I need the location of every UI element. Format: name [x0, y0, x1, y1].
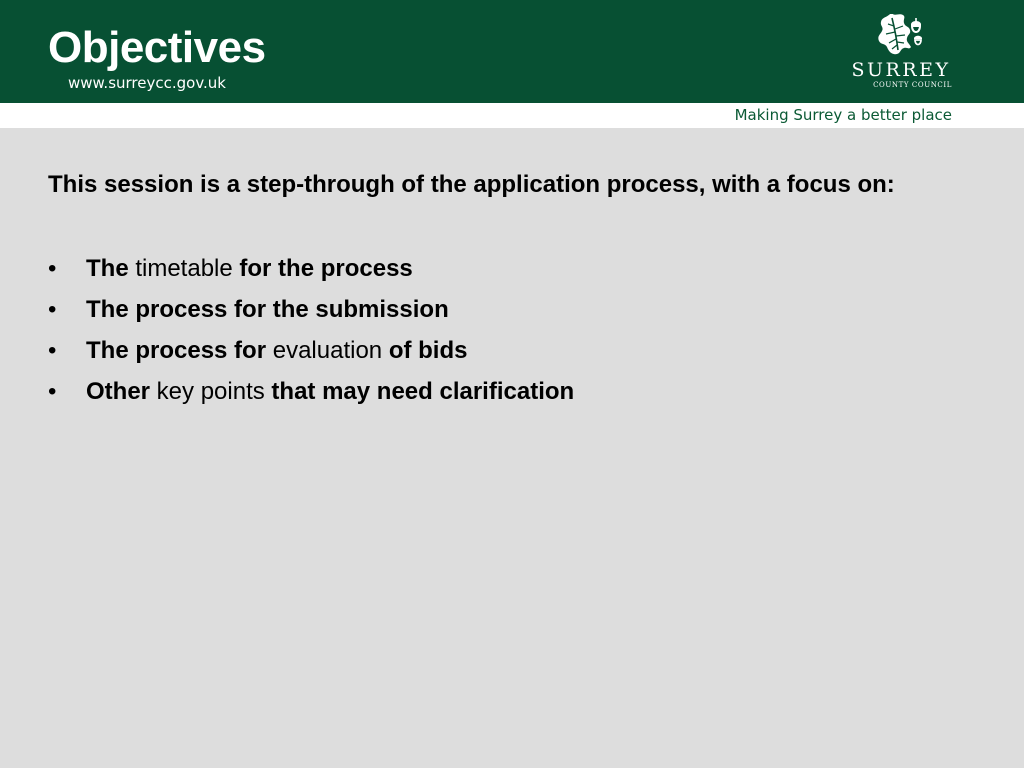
slide-title: Objectives — [48, 23, 266, 72]
list-item — [48, 371, 948, 412]
oak-leaf-acorn-icon — [876, 12, 926, 58]
bullet-icon: • — [48, 337, 57, 364]
bullet-text-bold: of bids — [388, 337, 468, 364]
bullet-text-bold: for the process — [239, 255, 413, 282]
tagline: Making Surrey a better place — [734, 106, 952, 124]
bullet-list — [48, 248, 948, 412]
bullet-text-normal: timetable — [128, 255, 240, 282]
list-item — [48, 289, 948, 330]
bullet-icon: • — [48, 255, 57, 282]
header-bar — [0, 0, 1024, 103]
list-item — [48, 330, 948, 371]
bullet-text-bold: The process for — [86, 337, 267, 364]
bullet-text-bold: The process for the submission — [86, 296, 449, 323]
bullet-text-normal: evaluation — [266, 337, 389, 364]
bullet-text-bold: Other — [86, 378, 151, 405]
intro-paragraph: This session is a step-through of the application process, with a focus on: — [48, 171, 895, 198]
logo-subtitle: COUNTY COUNCIL — [873, 81, 952, 89]
bullet-icon: • — [48, 378, 57, 405]
slide-content — [48, 168, 948, 412]
bullet-icon: • — [48, 296, 57, 323]
site-url: www.surreycc.gov.uk — [68, 74, 226, 92]
bullet-text-normal: key points — [150, 378, 272, 405]
logo-name: SURREY — [851, 59, 951, 81]
bullet-text-bold: The — [86, 255, 129, 282]
list-item — [48, 248, 948, 289]
surrey-logo — [846, 12, 956, 94]
bullet-text-bold: that may need clarification — [271, 378, 575, 405]
